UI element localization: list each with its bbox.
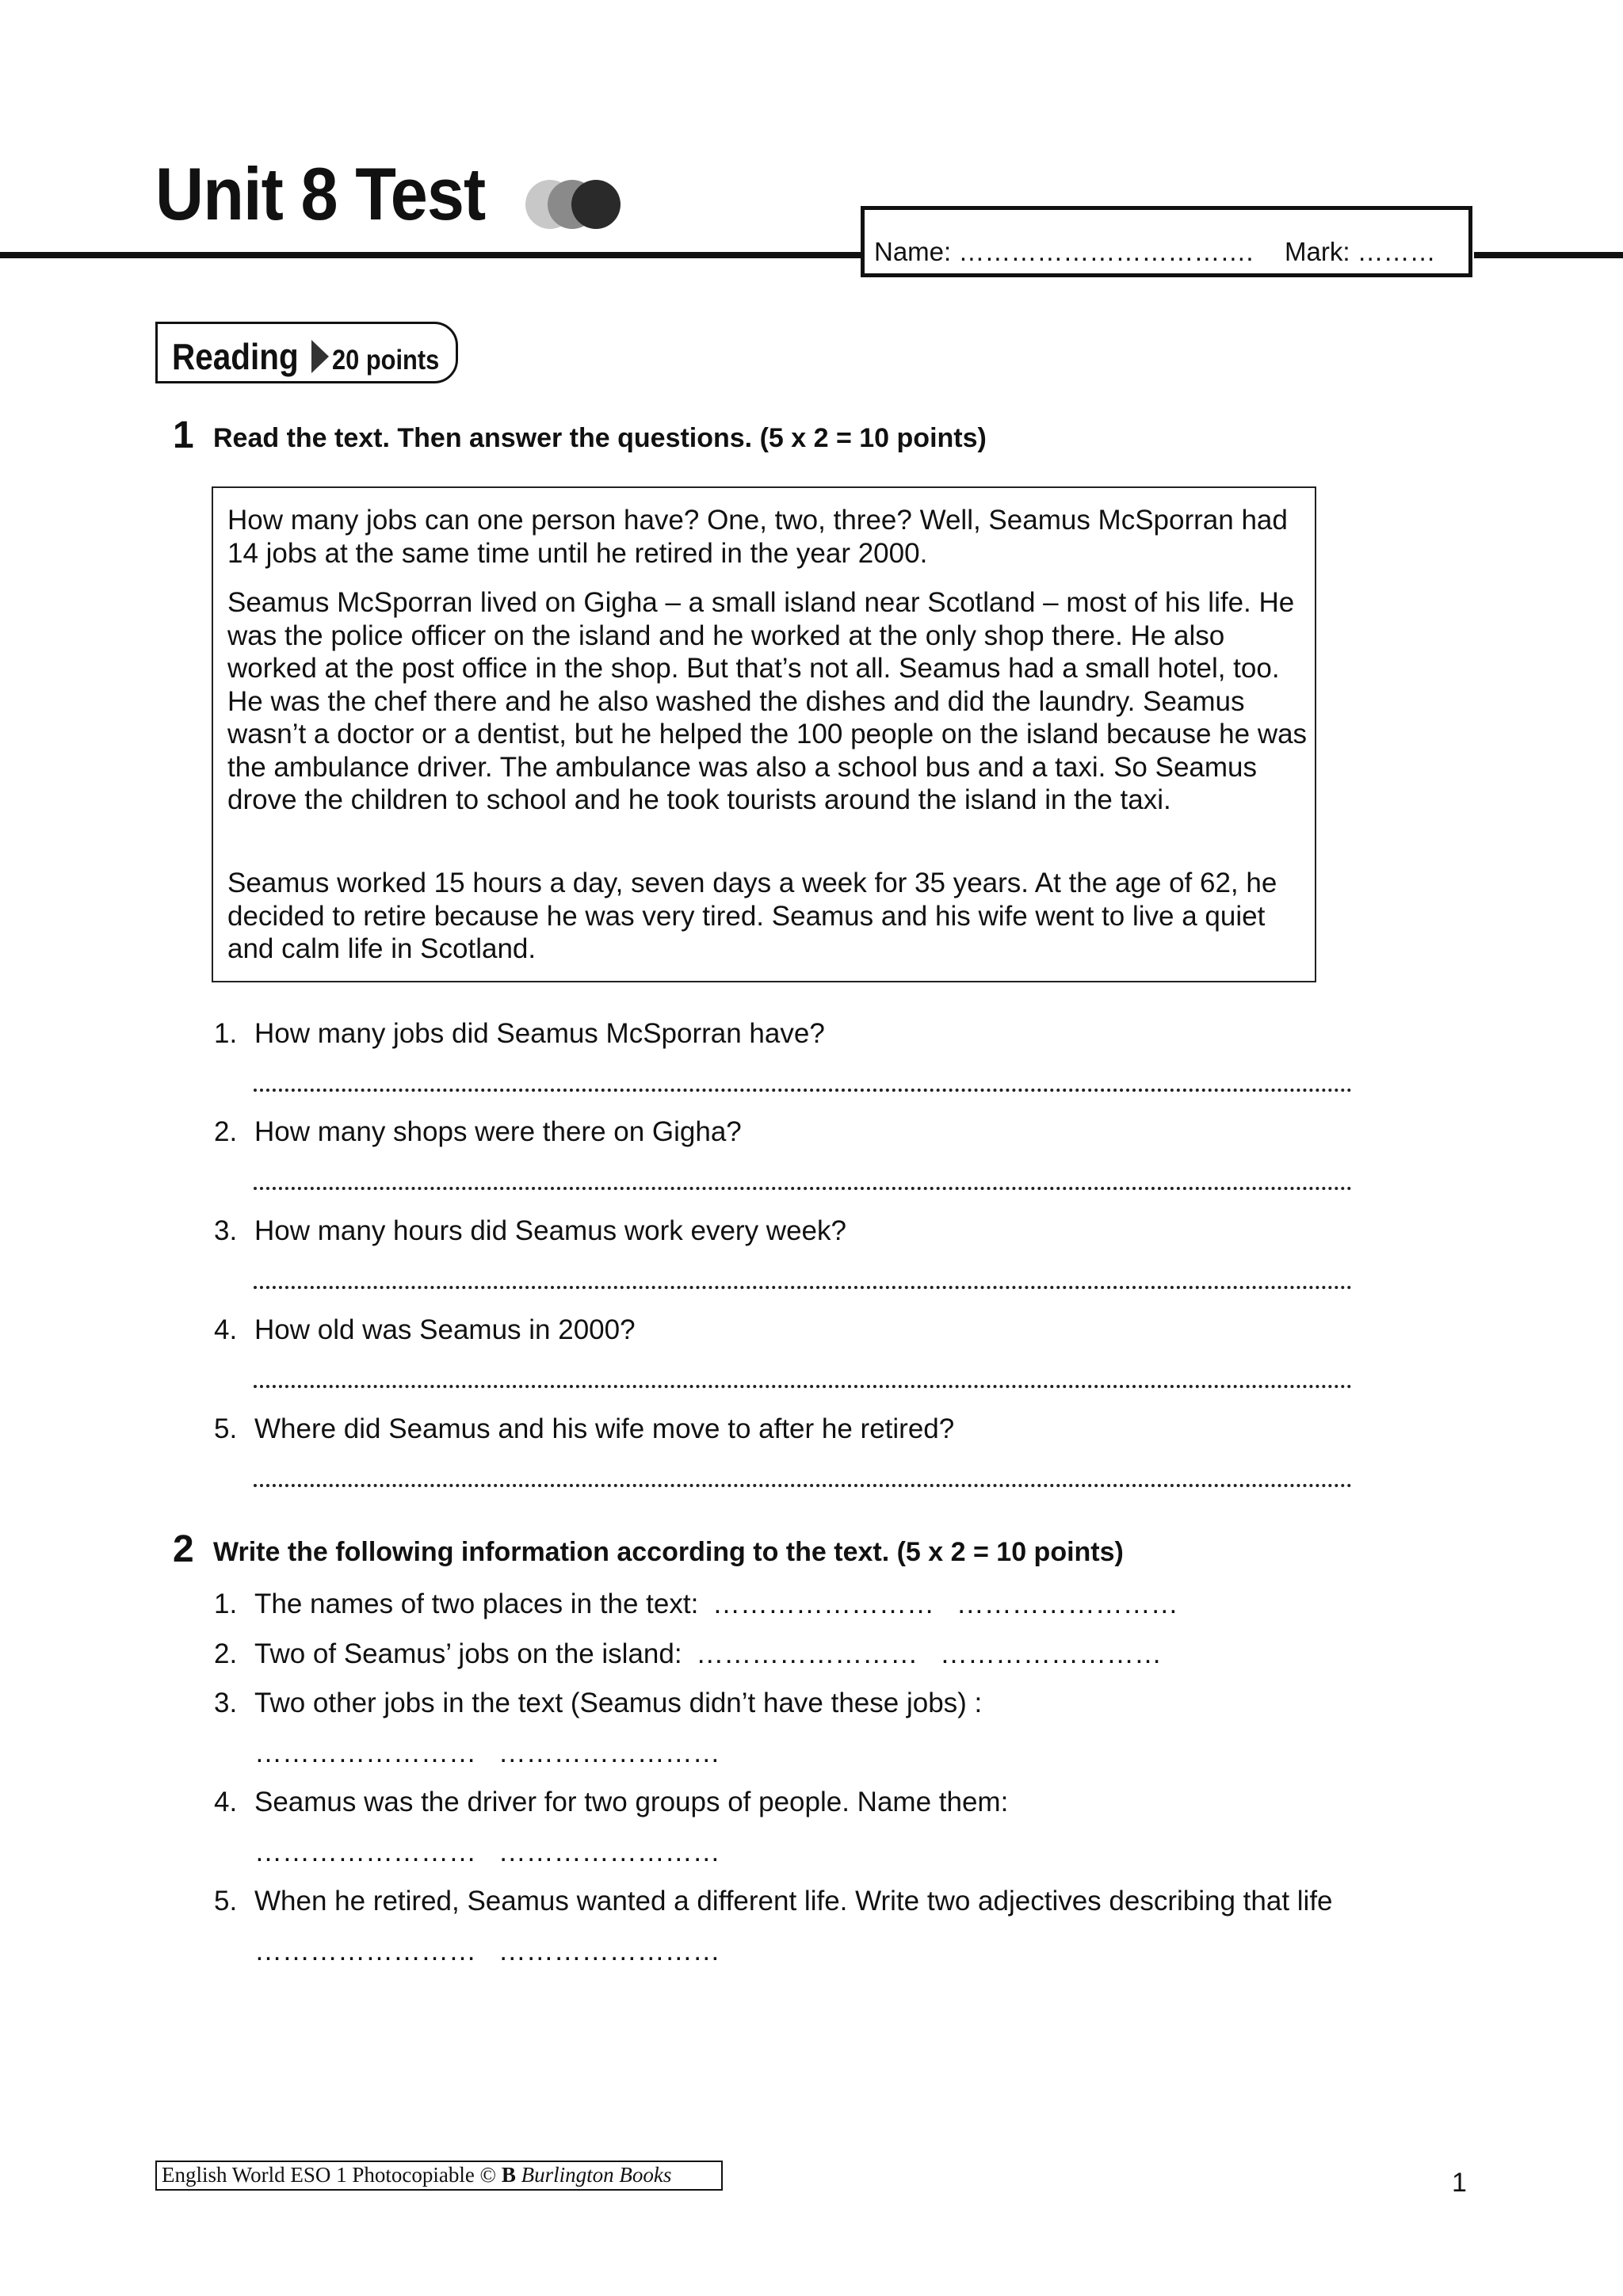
item-number: 2.: [214, 1638, 238, 1669]
blank-1[interactable]: ……………………: [696, 1638, 918, 1669]
header-rule-right: [1474, 252, 1623, 258]
question-5: [214, 1415, 954, 1443]
publisher-logo: B: [501, 2163, 516, 2187]
item-number: 4.: [214, 1787, 238, 1817]
question-number: 3.: [214, 1215, 238, 1246]
answer-line-3[interactable]: [254, 1286, 1352, 1289]
question-text: How many hours did Seamus work every week?: [254, 1215, 846, 1246]
question-text: How old was Seamus in 2000?: [254, 1314, 636, 1345]
publisher-name: Burlington Books: [521, 2163, 672, 2187]
exercise-2-number: 2: [173, 1528, 194, 1570]
blank-2[interactable]: ……………………: [498, 1836, 720, 1867]
arrow-right-icon: [311, 340, 329, 373]
footer-text: English World ESO 1 Photocopiable ©: [162, 2163, 502, 2187]
blank-2[interactable]: ……………………: [498, 1936, 720, 1966]
item-text: The names of two places in the text:: [254, 1589, 699, 1619]
answer-line-1[interactable]: [254, 1089, 1352, 1092]
info-item-3-blanks: [254, 1739, 720, 1767]
answer-line-5[interactable]: [254, 1484, 1352, 1487]
reading-passage: [212, 486, 1316, 982]
info-item-2: [214, 1640, 1162, 1668]
blank-1[interactable]: ……………………: [254, 1737, 476, 1768]
exercise-1-instruction: Read the text. Then answer the questions. (5 x 2 = 10 points): [213, 423, 987, 453]
blank-1[interactable]: ……………………: [254, 1836, 476, 1867]
question-2: [214, 1118, 742, 1146]
question-number: 2.: [214, 1116, 238, 1147]
blank-1[interactable]: ……………………: [254, 1936, 476, 1966]
question-1: [214, 1020, 825, 1047]
header-rule-left: [0, 252, 864, 258]
question-text: Where did Seamus and his wife move to after he retired?: [254, 1413, 955, 1444]
unit-circles-logo: [523, 177, 626, 231]
question-number: 4.: [214, 1314, 238, 1345]
exercise-2-instruction: Write the following information according to the text. (5 x 2 = 10 points): [213, 1537, 1124, 1567]
info-item-3: [214, 1689, 982, 1717]
question-number: 5.: [214, 1413, 238, 1444]
item-number: 5.: [214, 1886, 238, 1917]
exercise-1-number: 1: [173, 414, 194, 456]
blank-2[interactable]: ……………………: [940, 1638, 1163, 1669]
item-text: Seamus was the driver for two groups of people. Name them:: [254, 1787, 1009, 1817]
name-field[interactable]: Name: …………………………….: [874, 237, 1254, 266]
info-item-4-blanks: [254, 1838, 720, 1866]
info-item-5-blanks: [254, 1937, 720, 1965]
name-mark-box: [861, 206, 1472, 277]
item-text: Two other jobs in the text (Seamus didn’t have these jobs) :: [254, 1688, 983, 1718]
question-number: 1.: [214, 1018, 238, 1049]
question-3: [214, 1217, 846, 1245]
question-text: How many jobs did Seamus McSporran have?: [254, 1018, 825, 1049]
item-text: When he retired, Seamus wanted a different life. Write two adjectives describing that life: [254, 1886, 1333, 1917]
info-item-5: [214, 1887, 1333, 1915]
blank-1[interactable]: ……………………: [712, 1589, 935, 1619]
item-number: 1.: [214, 1589, 238, 1619]
passage-paragraph: Seamus McSporran lived on Gigha – a small island near Scotland – most of his life. He was the police officer on the island and he worked at the only shop there. He also worked at the post office in the shop. But that’s not all. Seamus had a small hotel, too. He was the chef there and he also washed the dishes and did the laundry. Seamus wasn’t a doctor or a dentist, but he helped the 100 people on the island because he was the ambulance driver. The ambulance was also a school bus and a taxi. So Seamus drove the children to school and he took tourists around the island in the taxi.: [227, 587, 1308, 815]
blank-2[interactable]: ……………………: [498, 1737, 720, 1768]
question-4: [214, 1316, 636, 1344]
info-item-4: [214, 1788, 1008, 1816]
section-name: Reading: [172, 336, 299, 377]
passage-paragraph: How many jobs can one person have? One, two, three? Well, Seamus McSporran had 14 jobs at the same time until he retired in the year 2000.: [227, 505, 1288, 569]
page-title: Unit 8 Test: [155, 152, 486, 235]
passage-paragraph: Seamus worked 15 hours a day, seven days a week for 35 years. At the age of 62, he decided to retire because he was very tired. Seamus and his wife went to live a quiet and calm life in Scotland.: [227, 868, 1277, 964]
item-number: 3.: [214, 1688, 238, 1718]
page-number: 1: [1452, 2168, 1467, 2198]
footer-copyright: [155, 2161, 723, 2191]
question-text: How many shops were there on Gigha?: [254, 1116, 742, 1147]
info-item-1: [214, 1590, 1178, 1618]
blank-2[interactable]: ……………………: [956, 1589, 1178, 1619]
answer-line-4[interactable]: [254, 1385, 1352, 1388]
item-text: Two of Seamus’ jobs on the island:: [254, 1638, 682, 1669]
answer-line-2[interactable]: [254, 1187, 1352, 1190]
section-points: 20 points: [332, 345, 440, 376]
mark-field[interactable]: Mark: ………: [1285, 237, 1436, 266]
section-tab: [155, 322, 458, 383]
